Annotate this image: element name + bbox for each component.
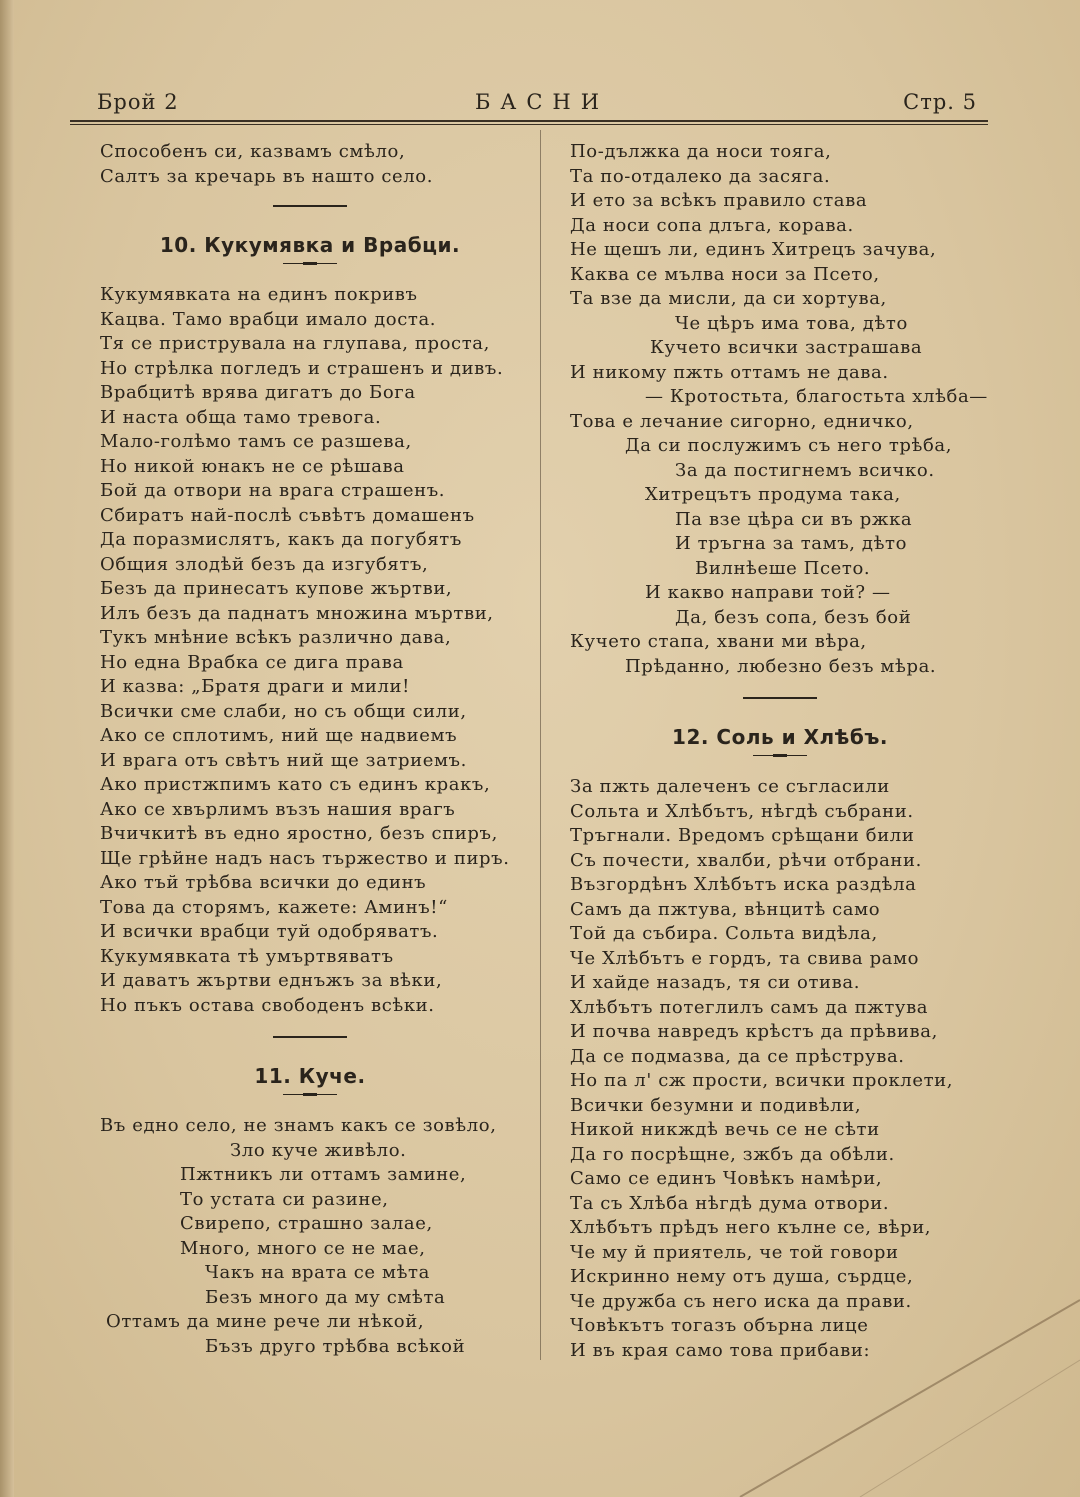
verse-line: Врабцитѣ врява дигатъ до Бога — [100, 382, 416, 403]
verse-line: За пжть далеченъ се съгласили — [570, 776, 890, 797]
header-rule — [70, 120, 988, 125]
verse-line: И тръгна за тамъ, дѣто — [675, 533, 908, 554]
verse-line: Кукумявката тѣ умъртвяватъ — [100, 945, 394, 967]
section-title: БАСНИ — [475, 90, 610, 114]
verse-line: Хлѣбътъ потеглилъ самъ да пжтува — [570, 996, 929, 1018]
verse-line: Прѣданно, любезно безъ мѣра. — [625, 655, 937, 677]
verse-line: Ако се хвърлимъ възъ нашия врагъ — [100, 798, 456, 820]
verse-line: Каква се мълва носи за Псето, — [570, 263, 880, 285]
verse-line: Чакъ на врата се мѣта — [205, 1262, 430, 1283]
fable-title: 11. Куче. — [254, 1064, 366, 1088]
verse-line: И какво направи той? — — [645, 582, 891, 603]
verse-line: Хитрецътъ продума така, — [645, 484, 901, 505]
verse-line: Ще грѣйне надъ насъ тържество и пиръ. — [100, 847, 510, 869]
verse-line: Та по-отдалеко да засяга. — [570, 165, 831, 187]
column-divider — [540, 130, 541, 1360]
verse-line: Че дружба съ него иска да прави. — [570, 1290, 912, 1312]
verse-line: Но па л' сж прости, всички проклети, — [570, 1070, 954, 1091]
verse-line: Но пъкъ остава свободенъ всѣки. — [100, 994, 435, 1016]
fable-11-continued — [570, 140, 990, 679]
verse-line: За да постигнемъ всичко. — [675, 459, 935, 481]
verse-line: Това е лечание сигорно, едничко, — [570, 410, 914, 432]
verse-line: Човѣкътъ тогазъ обърна лице — [570, 1315, 869, 1336]
verse-line: Сольта и Хлѣбътъ, нѣгдѣ събрани. — [570, 800, 914, 822]
text-line: Салтъ за кречарь въ нашто село. — [100, 165, 434, 187]
verse-line: Да го посрѣщне, зжбъ да обѣли. — [570, 1143, 895, 1165]
verse-line: Искринно нему отъ душа, сърдце, — [570, 1266, 914, 1287]
verse-line: Безъ много да му смѣта — [205, 1286, 446, 1308]
text-line: Способенъ си, казвамъ смѣло, — [100, 141, 406, 162]
section-rule — [743, 697, 817, 699]
verse-line: И казва: „Братя драги и мили! — [100, 676, 410, 697]
verse-line: И врага отъ свѣтъ ний ще затриемъ. — [100, 749, 467, 771]
issue-number: Брой 2 — [97, 90, 179, 114]
verse-line: И хайде назадъ, тя си отива. — [570, 972, 861, 993]
verse-line: Ако се сплотимъ, ний ще надвиемъ — [100, 725, 458, 746]
verse-line: Вилнѣеше Псето. — [695, 557, 871, 579]
verse-line: И даватъ жъртви еднъжъ за вѣки, — [100, 970, 443, 991]
verse-line: Че му й приятель, че той говори — [570, 1241, 899, 1263]
verse-line: Тръгнали. Вредомъ срѣщани били — [570, 825, 915, 846]
verse-line: Но една Врабка се дига права — [100, 651, 404, 673]
verse-line: — Кротостьта, благостьта хлѣба— — [645, 386, 988, 407]
verse-line: Та съ Хлѣба нѣгдѣ дума отвори. — [570, 1192, 890, 1214]
verse-line: Никой никждѣ вечь се не сѣти — [570, 1119, 880, 1140]
fable-11-text — [100, 1114, 520, 1359]
verse-line: Кучето стапа, хвани ми вѣра, — [570, 631, 867, 652]
verse-line: Възгордѣнъ Хлѣбътъ иска раздѣла — [570, 874, 917, 895]
verse-line: Че Хлѣбътъ е гордъ, та свива рамо — [570, 947, 920, 969]
verse-line: И почва навредъ крѣстъ да прѣвива, — [570, 1021, 938, 1042]
verse-line: Всички безумни и подивѣли, — [570, 1094, 862, 1116]
verse-line: Общия злодѣй безъ да изгубятъ, — [100, 553, 429, 575]
title-ornament — [283, 259, 337, 269]
verse-line: Ако тъй трѣбва всички до единъ — [100, 872, 427, 893]
verse-line: Тукъ мнѣние всѣкъ различно дава, — [100, 627, 452, 648]
verse-line: Безъ да принесатъ купове жъртви, — [100, 578, 453, 599]
verse-line: Да носи сопа длъга, корава. — [570, 214, 854, 236]
verse-line: Но стрѣлка погледъ и страшенъ и дивъ. — [100, 357, 504, 379]
fable-12-text — [570, 775, 990, 1363]
verse-line: То устата си разине, — [180, 1188, 389, 1210]
verse-line: Самъ да пжтува, вѣнцитѣ само — [570, 898, 881, 920]
verse-line: Много, много се не мае, — [180, 1237, 426, 1259]
verse-line: Хлѣбътъ прѣдъ него кълне се, вѣри, — [570, 1217, 932, 1238]
verse-line: Само се единъ Човѣкъ намѣри, — [570, 1168, 883, 1189]
verse-line: И ето за всѣкъ правило става — [570, 190, 868, 211]
verse-line: Бой да отвори на врага страшенъ. — [100, 480, 446, 501]
title-ornament — [753, 751, 807, 761]
verse-line: Свирепо, страшно залае, — [180, 1213, 433, 1234]
verse-line: Вчичкитѣ въ едно яростно, безъ спиръ, — [100, 823, 498, 844]
verse-line: Въ едно село, не знамъ какъ се зовѣло, — [100, 1115, 497, 1136]
title-ornament — [283, 1090, 337, 1100]
verse-line: Да се подмазва, да се прѣструва. — [570, 1045, 905, 1067]
verse-line: Кучето всички застрашава — [650, 337, 923, 358]
verse-line: Това да сторямъ, кажете: Аминъ!“ — [100, 896, 448, 918]
verse-line: Мало-голѣмо тамъ се разшева, — [100, 431, 412, 452]
fable-title: 12. Соль и Хлѣбъ. — [672, 725, 888, 749]
verse-line: Та взе да мисли, да си хортува, — [570, 288, 887, 309]
page-number: Стр. 5 — [903, 90, 977, 114]
verse-line: Сбиратъ най-послѣ съвѣтъ домашенъ — [100, 504, 475, 526]
section-rule — [273, 1036, 347, 1038]
section-rule — [273, 205, 347, 207]
verse-line: Оттамъ да мине рече ли нѣкой, — [106, 1311, 425, 1332]
verse-line: Всички сме слаби, но съ общи сили, — [100, 700, 467, 722]
verse-line: Да си послужимъ съ него трѣба, — [625, 435, 953, 456]
verse-line: И никому пжть оттамъ не дава. — [570, 361, 889, 383]
verse-line: Че цѣръ има това, дѣто — [675, 312, 908, 334]
verse-line: И наста обща тамо тревога. — [100, 406, 382, 428]
verse-line: По-дължка да носи тояга, — [570, 141, 832, 162]
verse-line: Илъ безъ да паднатъ множина мъртви, — [100, 602, 494, 624]
verse-line: Па взе цѣра си въ ржка — [675, 508, 913, 530]
verse-line: Ако пристжпимъ като съ единъ кракъ, — [100, 774, 491, 795]
verse-line: Той да събира. Сольта видѣла, — [570, 923, 878, 944]
right-column — [570, 140, 990, 1363]
verse-line: Зло куче живѣло. — [230, 1139, 407, 1161]
page-header — [97, 90, 977, 120]
verse-line: Пжтникъ ли оттамъ замине, — [180, 1164, 467, 1185]
verse-line: Кацва. Тамо врабци имало доста. — [100, 308, 437, 330]
verse-line: Бъзъ друго трѣбва всѣкой — [205, 1335, 466, 1357]
fable-title: 10. Кукумявка и Врабци. — [159, 233, 461, 257]
verse-line: И въ края само това прибави: — [570, 1339, 871, 1361]
verse-line: Но никой юнакъ не се рѣшава — [100, 455, 405, 477]
left-column — [100, 140, 520, 1359]
verse-line: Съ почести, хвалби, рѣчи отбрани. — [570, 849, 922, 871]
verse-line: И всички врабци туй одобряватъ. — [100, 921, 439, 942]
verse-line: Кукумявката на единъ покривъ — [100, 284, 418, 305]
verse-line: Не щешъ ли, единъ Хитрецъ зачува, — [570, 239, 937, 260]
verse-line: Тя се приструвала на глупава, проста, — [100, 333, 490, 354]
verse-line: Да поразмислятъ, какъ да погубятъ — [100, 529, 462, 550]
fable-10-text — [100, 283, 520, 1018]
verse-line: Да, безъ сопа, безъ бой — [675, 606, 912, 628]
